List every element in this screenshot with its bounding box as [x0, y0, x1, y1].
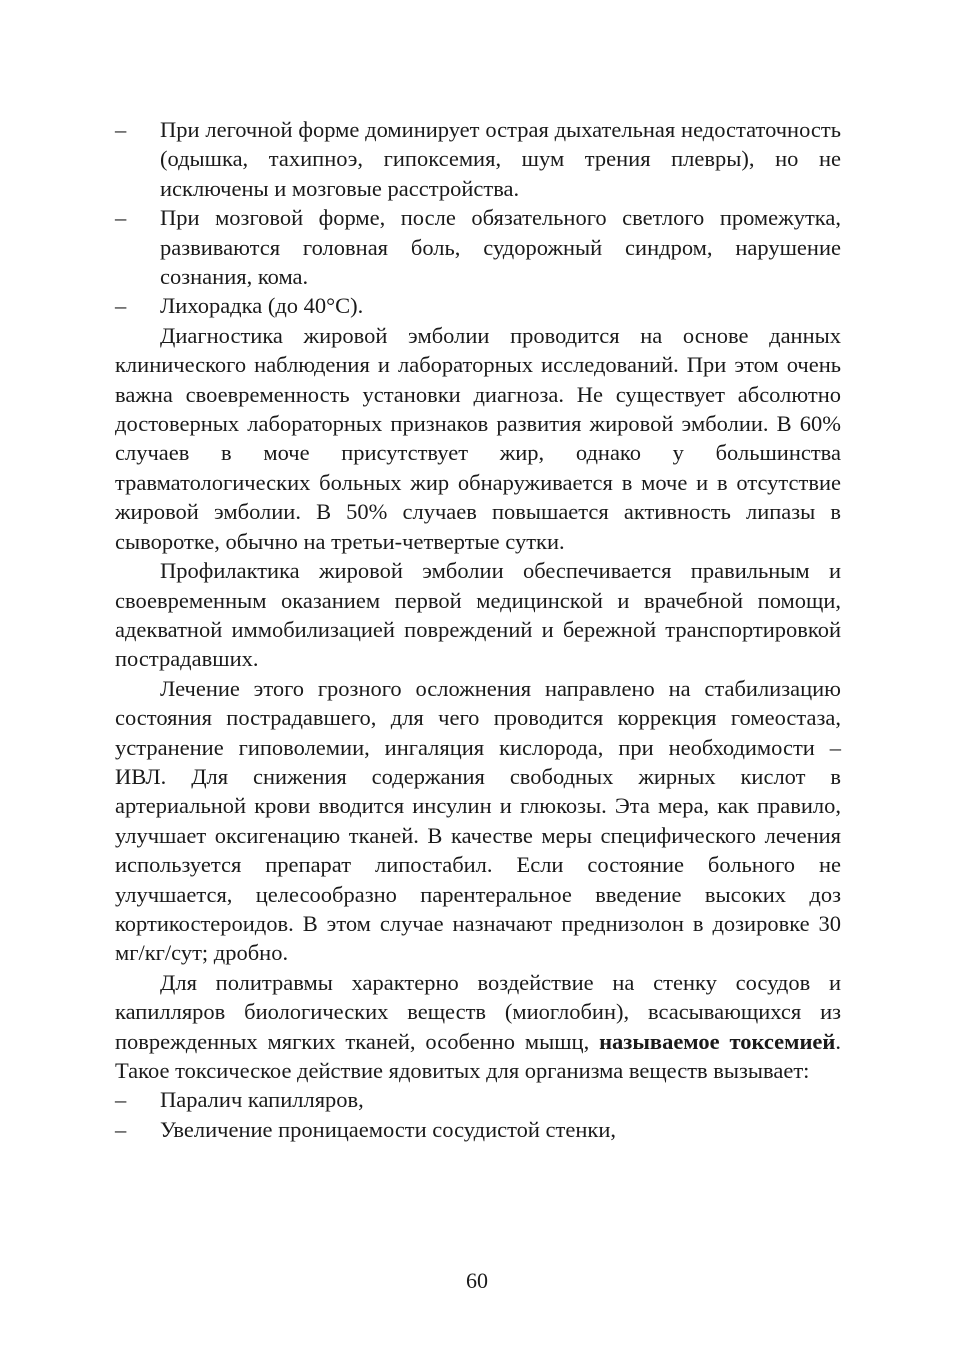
bullet-dash: –	[115, 293, 127, 319]
paragraph-prevention: Профилактика жировой эмболии обеспечивается правильным и своевременным оказанием первой медицинской и врачебной помощи, адекватной иммобилизацией повреждений и бережной транспортировкой пострадавших.	[115, 558, 841, 672]
bullet-item-fever	[115, 291, 841, 320]
bullet-dash: –	[115, 1116, 127, 1142]
paragraph-treatment: Лечение этого грозного осложнения направлено на стабилизацию состояния пострадавшего, для чего проводится коррекция гомеостаза, устранение гиповолемии, ингаляция кислорода, при необходимости – ИВЛ. Для снижения содержания свободных жирных кислот в артериальной крови вводится инсулин и глюкозы. Эта мера, как правило, улучшает оксигенацию тканей. В качестве меры специфического лечения используется препарат липостабил. Если состояние больного не улучшается, целесообразно парентеральное введение высоких доз кортикостероидов. В этом случае назначают преднизолон в дозировке 30 мг/кг/сут; дробно.	[115, 675, 841, 966]
paragraph-diagnostics: Диагностика жировой эмболии проводится на основе данных клинического наблюдения и лабораторных исследований. При этом очень важна своевременность установки диагноза. Не существует абсолютно достоверных лабораторных признаков развития жировой эмболии. В 60% случаев в моче присутствует жир, однако у большинства травматологических больных жир обнаруживается в моче и в отсутствие жировой эмболии. В 50% случаев повышается активность липазы в сыворотке, обычно на третьи-четвертые сутки.	[115, 322, 841, 554]
bullet-text: При легочной форме доминирует острая дыхательная недостаточность (одышка, тахипноэ, гипоксемия, шум трения плевры), но не исключены и мозговые расстройства.	[160, 117, 841, 201]
bullet-dash: –	[115, 1087, 127, 1113]
page-body	[115, 115, 841, 1144]
bullet-text: Увеличение проницаемости сосудистой стенки,	[160, 1116, 616, 1142]
bullet-item-pulmonary-form	[115, 115, 841, 203]
bullet-text: При мозговой форме, после обязательного светлого промежутка, развиваются головная боль, судорожный синдром, нарушение сознания, кома.	[160, 205, 841, 290]
paragraph-text-start: Для политравмы характерно воздействие на стенку сосудов и капилляров биологических веществ (миоглобин), всасывающихся из поврежденных мягких тканей, особенно мышц,	[115, 969, 841, 1054]
page-number: 60	[466, 1268, 488, 1293]
bullet-item-cerebral-form	[115, 203, 841, 291]
bullet-item-capillary-paralysis	[115, 1085, 841, 1114]
bullet-text: Паралич капилляров,	[160, 1087, 364, 1113]
paragraph-text-end: . Такое токсическое действие ядовитых для организма веществ вызывает:	[115, 1028, 841, 1083]
bullet-item-vascular-permeability	[115, 1115, 841, 1144]
bullet-dash: –	[115, 117, 127, 142]
bullet-text: Лихорадка (до 40°С).	[160, 293, 364, 319]
bullet-dash: –	[115, 205, 127, 231]
paragraph-polytrauma	[115, 968, 841, 1086]
bold-term: называемое токсемией	[599, 1028, 836, 1054]
